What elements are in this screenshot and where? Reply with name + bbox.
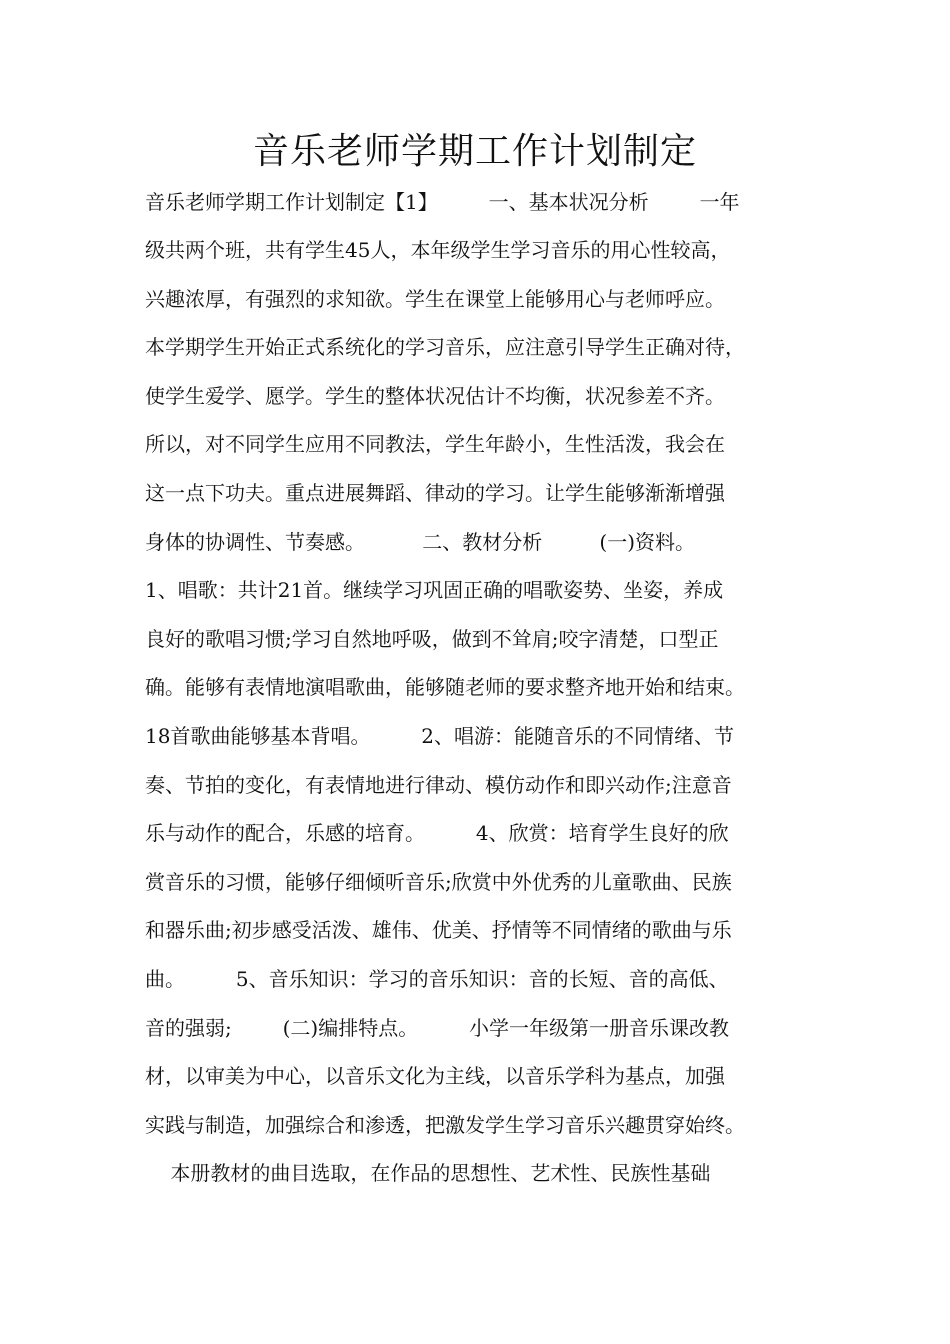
text-line-2: 级共两个班，共有学生45人，本年级学生学习音乐的用心性较高， [145, 238, 731, 262]
text-line-17: 曲。 5、音乐知识：学习的音乐知识：音的长短、音的高低、 [145, 966, 729, 991]
text-line-6: 所以，对不同学生应用不同教法，学生年龄小，生性活泼，我会在 [145, 432, 725, 457]
text-line-4: 本学期学生开始正式系统化的学习音乐，应注意引导学生正确对待， [145, 335, 745, 360]
text-line-8: 身体的协调性、节奏感。 二、教材分析 (一)资料。 [145, 529, 696, 554]
text-line-13: 奏、节拍的变化，有表情地进行律动、模仿动作和即兴动作;注意音 [145, 772, 732, 797]
text-line-15: 赏音乐的习惯，能够仔细倾听音乐;欣赏中外优秀的儿童歌曲、民族 [145, 869, 732, 894]
text-line-5: 使学生爱学、愿学。学生的整体状况估计不均衡，状况参差不齐。 [145, 383, 725, 408]
text-line-12: 18首歌曲能够基本背唱。 2、唱游：能随音乐的不同情绪、节 [145, 723, 735, 748]
text-line-10: 良好的歌唱习惯;学习自然地呼吸，做到不耸肩;咬字清楚，口型正 [145, 626, 719, 651]
text-line-14: 乐与动作的配合，乐感的培育。 4、欣赏：培育学生良好的欣 [145, 821, 729, 846]
text-line-20: 实践与制造，加强综合和渗透，把激发学生学习音乐兴趣贯穿始终。 [145, 1112, 745, 1137]
text-line-1: 音乐老师学期工作计划制定【1】 一、基本状况分析 一年 [145, 190, 740, 214]
document-body [145, 226, 825, 1198]
text-line-16: 和器乐曲;初步感受活泼、雄伟、优美、抒情等不同情绪的歌曲与乐 [145, 918, 732, 943]
text-line-21: 本册教材的曲目选取，在作品的思想性、艺术性、民族性基础 [145, 1161, 711, 1186]
text-line-7: 这一点下功夫。重点进展舞蹈、律动的学习。让学生能够渐渐增强 [145, 480, 725, 505]
document-title: 音乐老师学期工作计划制定 [252, 131, 697, 172]
text-line-19: 材，以审美为中心，以音乐文化为主线，以音乐学科为基点，加强 [145, 1064, 725, 1089]
text-line-11: 确。能够有表情地演唱歌曲，能够随老师的要求整齐地开始和结束。 [145, 675, 745, 700]
text-line-9: 1、唱歌：共计21首。继续学习巩固正确的唱歌姿势、坐姿，养成 [145, 578, 724, 603]
text-line-18: 音的强弱; (二)编排特点。 小学一年级第一册音乐课改教 [145, 1015, 730, 1040]
text-line-3: 兴趣浓厚，有强烈的求知欲。学生在课堂上能够用心与老师呼应。 [145, 286, 725, 311]
